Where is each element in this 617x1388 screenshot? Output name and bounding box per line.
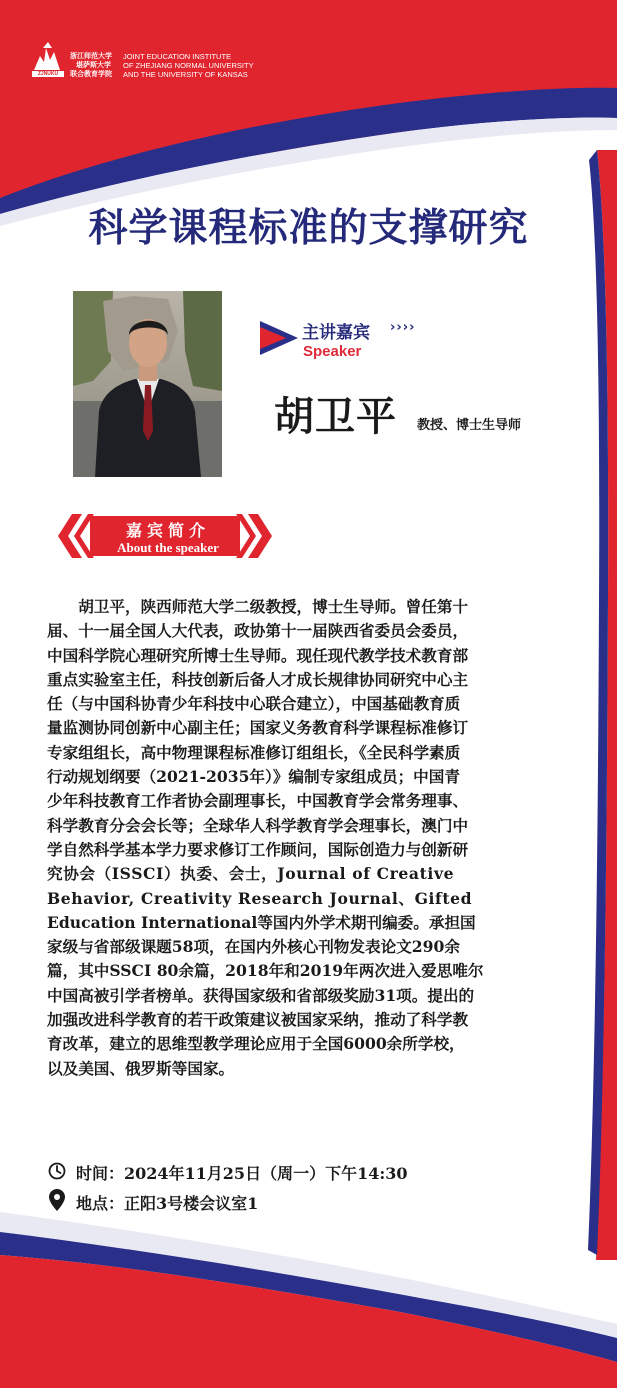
bio-line: 中国科学院心理研究所博士生导师。现任现代教学技术教育部 [47, 645, 469, 665]
bio-line: Behavior, Creativity Research Journal、Gifted [47, 888, 473, 908]
bio-line: 行动规划纲要（2021-2035年）》编制专家组成员；中国青 [47, 767, 460, 787]
speaker-label-zh: 主讲嘉宾 [302, 323, 370, 343]
bio-line: 量监测协同创新中心副主任；国家义务教育科学课程标准修订 [47, 718, 469, 738]
location-pin-icon [49, 1189, 65, 1211]
institute-en-line-2: OF ZHEJIANG NORMAL UNIVERSITY [123, 61, 254, 70]
institute-name-en [123, 52, 254, 79]
clock-icon [48, 1162, 66, 1180]
institute-en-line-3: AND THE UNIVERSITY OF KANSAS [123, 70, 248, 79]
bio-line: 专家组组长，高中物理课程标准修订组组长，《全民科学素质 [47, 742, 461, 762]
institute-en-line-1: JOINT EDUCATION INSTITUTE [123, 52, 232, 61]
speaker-title: 教授、博士生导师 [417, 418, 522, 433]
bio-line: 届、十一届全国人大代表，政协第十一届陕西省委员会委员， [47, 621, 469, 641]
institute-zh-line-3: 联合教育学院 [70, 70, 112, 78]
speaker-label-triangle-icon [258, 321, 300, 355]
logo-block [30, 40, 270, 86]
speaker-name: 胡卫平 [274, 393, 397, 440]
speaker-label-arrows: ›››› [390, 320, 416, 335]
bio-line: 胡卫平，陕西师范大学二级教授，博士生导师。曾任第十 [47, 597, 469, 616]
bio-line: 以及美国、俄罗斯等国家。 [47, 1058, 235, 1078]
bio-line: 少年科技教育工作者协会副理事长，中国教育学会常务理事、 [47, 791, 469, 811]
logo-mark-text: ZJNUKU [37, 71, 59, 77]
bio-line: 家级与省部级课题58项，在国内外核心刊物发表论文290余 [47, 937, 460, 957]
bio-line: 科学教育分会会长等；全球华人科学教育学会理事长，澳门中 [47, 815, 469, 835]
bio-line: 育改革，建立的思维型教学理论应用于全国6000余所学校， [47, 1034, 465, 1054]
speaker-label-en: Speaker [303, 343, 362, 360]
event-location: 地点：正阳3号楼会议室1 [76, 1194, 259, 1213]
bio-line: 加强改进科学教育的若干政策建议被国家采纳，推动了科学教 [47, 1010, 469, 1030]
bio-line: 中国高被引学者榜单。获得国家级和省部级奖励31项。提出的 [47, 985, 475, 1005]
bio-line: 篇，其中SSCI 80余篇，2018年和2019年两次进入爱思唯尔 [47, 961, 484, 981]
bio-line: 重点实验室主任，科技创新后备人才成长规律协同研究中心主 [47, 669, 469, 689]
institute-zh-line-2: 堪萨斯大学 [76, 61, 111, 69]
event-time: 时间：2024年11月25日（周一）下午14:30 [76, 1164, 408, 1183]
poster-title: 科学课程标准的支撑研究 [88, 205, 529, 251]
bio-line: 任（与中国科协青少年科技中心联合建立），中国基础教育质 [47, 694, 461, 714]
speaker-photo [73, 291, 222, 477]
about-label-en: About the speaker [117, 540, 219, 555]
institute-zh-line-1: 浙江师范大学 [70, 52, 112, 60]
bio-line: 学自然科学基本学力要求修订工作顾问，国际创造力与创新研 [47, 839, 469, 859]
institute-name-zh [70, 52, 112, 79]
speaker-biography [47, 595, 574, 1081]
bio-line: 究协会（ISSCI）执委、会士，Journal of Creative [47, 864, 455, 884]
about-label-zh: 嘉宾简介 [125, 521, 210, 540]
bio-line: Education International等国内外学术期刊编委。承担国 [47, 912, 476, 932]
